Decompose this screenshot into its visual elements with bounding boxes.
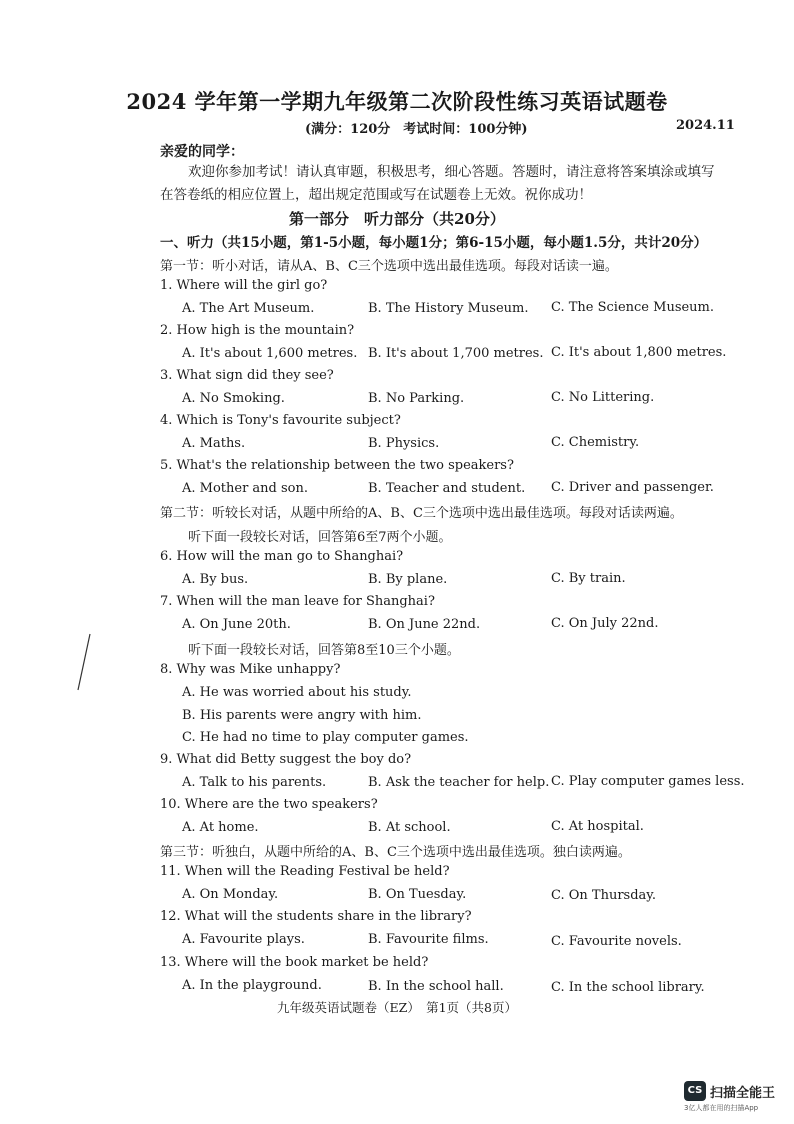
option-12b: B. Favourite films. <box>368 932 489 947</box>
option-8a: A. He was worried about his study. <box>182 685 412 700</box>
option-3b: B. No Parking. <box>368 391 465 406</box>
option-12a: A. Favourite plays. <box>182 932 305 947</box>
option-11b: B. On Tuesday. <box>368 887 467 902</box>
question-9: 9. What did Betty suggest the boy do? <box>160 752 412 767</box>
option-10c: C. At hospital. <box>551 819 644 834</box>
page-footer: 九年级英语试题卷（EZ） 第1页（共8页） <box>277 1000 517 1015</box>
option-3c: C. No Littering. <box>551 390 655 405</box>
option-8c: C. He had no time to play computer games. <box>182 730 469 745</box>
option-4c: C. Chemistry. <box>551 435 640 450</box>
section-one-instructions: 第一节：听小对话，请从A、B、C三个选项中选出最佳选项。每段对话读一遍。 <box>160 259 618 274</box>
option-11a: A. On Monday. <box>182 887 279 902</box>
pen-stroke-mark <box>74 632 94 692</box>
option-9a: A. Talk to his parents. <box>182 775 327 790</box>
option-13c: C. In the school library. <box>551 980 705 995</box>
exam-subtitle: (满分：120分 考试时间：100分钟) <box>305 122 528 137</box>
option-13b: B. In the school hall. <box>368 979 504 994</box>
option-4b: B. Physics. <box>368 436 440 451</box>
option-9b: B. Ask the teacher for help. <box>368 775 550 790</box>
section-two-instructions: 第二节：听较长对话，从题中所给的A、B、C三个选项中选出最佳选项。每段对话读两遍。 <box>160 506 683 521</box>
question-2: 2. How high is the mountain? <box>160 323 355 338</box>
exam-title: 2024 学年第一学期九年级第二次阶段性练习英语试题卷 <box>126 89 668 114</box>
option-13a: A. In the playground. <box>182 978 322 993</box>
camscanner-logo-icon: CS <box>684 1081 706 1101</box>
section-three-instructions: 第三节：听独白，从题中所给的A、B、C三个选项中选出最佳选项。独白读两遍。 <box>160 845 631 860</box>
question-8: 8. Why was Mike unhappy? <box>160 662 341 677</box>
question-13: 13. Where will the book market be held? <box>160 955 429 970</box>
option-6c: C. By train. <box>551 571 626 586</box>
option-5a: A. Mother and son. <box>182 481 309 496</box>
question-6: 6. How will the man go to Shanghai? <box>160 549 404 564</box>
exam-date: 2024.11 <box>676 118 735 133</box>
question-1: 1. Where will the girl go? <box>160 278 328 293</box>
option-11c: C. On Thursday. <box>551 888 657 903</box>
option-1c: C. The Science Museum. <box>551 300 715 315</box>
option-7a: A. On June 20th. <box>182 617 291 632</box>
note-questions-8-10: 听下面一段较长对话，回答第8至10三个小题。 <box>188 643 460 658</box>
instructions: 欢迎你参加考试！请认真审题，积极思考，细心答题。答题时，请注意将答案填涂或填写在答卷纸的相应位置上，超出规定范围或写在试题卷上无效。祝你成功！ <box>160 164 715 203</box>
option-5c: C. Driver and passenger. <box>551 480 714 495</box>
question-3: 3. What sign did they see? <box>160 368 334 383</box>
question-4: 4. Which is Tony's favourite subject? <box>160 413 401 428</box>
option-10a: A. At home. <box>182 820 259 835</box>
question-12: 12. What will the students share in the library? <box>160 909 472 924</box>
option-12c: C. Favourite novels. <box>551 934 682 949</box>
option-5b: B. Teacher and student. <box>368 481 526 496</box>
option-10b: B. At school. <box>368 820 451 835</box>
watermark-app-name: 扫描全能王 <box>710 1086 776 1101</box>
option-8b: B. His parents were angry with him. <box>182 708 422 723</box>
question-7: 7. When will the man leave for Shanghai? <box>160 594 435 609</box>
listening-heading: 一、听力（共15小题，第1-5小题，每小题1分；第6-15小题，每小题1.5分，共计20分） <box>160 235 708 251</box>
question-10: 10. Where are the two speakers? <box>160 797 378 812</box>
option-2c: C. It's about 1,800 metres. <box>551 345 727 360</box>
part-one-title: 第一部分 听力部分（共20分） <box>289 210 505 228</box>
option-6a: A. By bus. <box>182 572 249 587</box>
option-2b: B. It's about 1,700 metres. <box>368 346 544 361</box>
option-6b: B. By plane. <box>368 572 448 587</box>
option-4a: A. Maths. <box>182 436 246 451</box>
question-5: 5. What's the relationship between the two speakers? <box>160 458 514 473</box>
option-7b: B. On June 22nd. <box>368 617 481 632</box>
greeting: 亲爱的同学： <box>160 144 244 160</box>
question-11: 11. When will the Reading Festival be held? <box>160 864 450 879</box>
option-7c: C. On July 22nd. <box>551 616 659 631</box>
option-2a: A. It's about 1,600 metres. <box>182 346 358 361</box>
option-3a: A. No Smoking. <box>182 391 285 406</box>
option-1b: B. The History Museum. <box>368 301 529 316</box>
watermark-tagline: 3亿人都在用的扫描App <box>684 1104 759 1112</box>
option-1a: A. The Art Museum. <box>182 301 315 316</box>
note-questions-6-7: 听下面一段较长对话，回答第6至7两个小题。 <box>188 530 452 545</box>
option-9c: C. Play computer games less. <box>551 774 745 789</box>
